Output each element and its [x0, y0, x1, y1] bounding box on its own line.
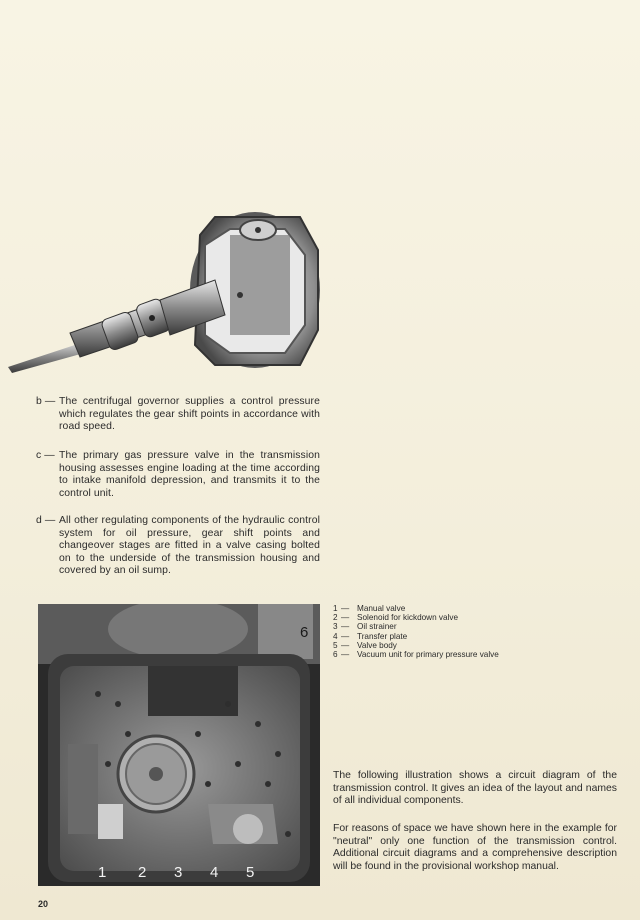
- centrifugal-governor-photo: [0, 205, 330, 385]
- legend-item: 4 — Transfer plate: [333, 631, 408, 641]
- legend-item: 3 — Oil strainer: [333, 622, 397, 632]
- paragraph-letter: b —: [36, 396, 56, 407]
- legend-item: 5 — Valve body: [333, 640, 397, 650]
- legend-item: 2 — Solenoid for kickdown valve: [333, 613, 459, 623]
- paragraph-d: [36, 515, 320, 578]
- photo-label-2: 2: [138, 864, 147, 881]
- photo-label-4: 4: [210, 864, 219, 881]
- page-number: 20: [38, 899, 49, 909]
- photo-label-3: 3: [174, 864, 183, 881]
- legend-item: 1 — Manual valve: [333, 604, 406, 613]
- paragraph-text: All other regulating components of the hydraulic control system for oil pressure, gear shift points and changeover stages are fitted in a valve casing bolted on to the underside of the transmission housing and covered by an oil sump.: [59, 515, 320, 577]
- paragraph-letter: d —: [36, 515, 56, 526]
- space-note-paragraph: For reasons of space we have shown here in the example for "neutral" only one function of the transmission control. Additional circuit diagrams and a comprehensive description will be found in the provisional workshop manual.: [333, 823, 617, 872]
- paragraph-text: The primary gas pressure valve in the transmission housing assesses engine loading at the time according to intake manifold depression, and transmits it to the control unit.: [59, 450, 320, 499]
- paragraph-letter: c —: [36, 450, 55, 461]
- circuit-diagram-intro: The following illustration shows a circuit diagram of the transmission control. It gives an idea of the layout and names of all individual components.: [333, 770, 617, 807]
- photo-legend: [333, 604, 623, 659]
- photo-label-5: 5: [246, 864, 255, 881]
- legend-item: 6 — Vacuum unit for primary pressure valve: [333, 650, 499, 660]
- photo-label-6: 6: [300, 624, 309, 641]
- photo-label-1: 1: [98, 864, 107, 881]
- valve-body-photo: [38, 604, 320, 886]
- paragraph-text: The centrifugal governor supplies a control pressure which regulates the gear shift points in accordance with road speed.: [59, 396, 320, 433]
- paragraph-c: [36, 450, 320, 500]
- paragraph-b: [36, 396, 320, 434]
